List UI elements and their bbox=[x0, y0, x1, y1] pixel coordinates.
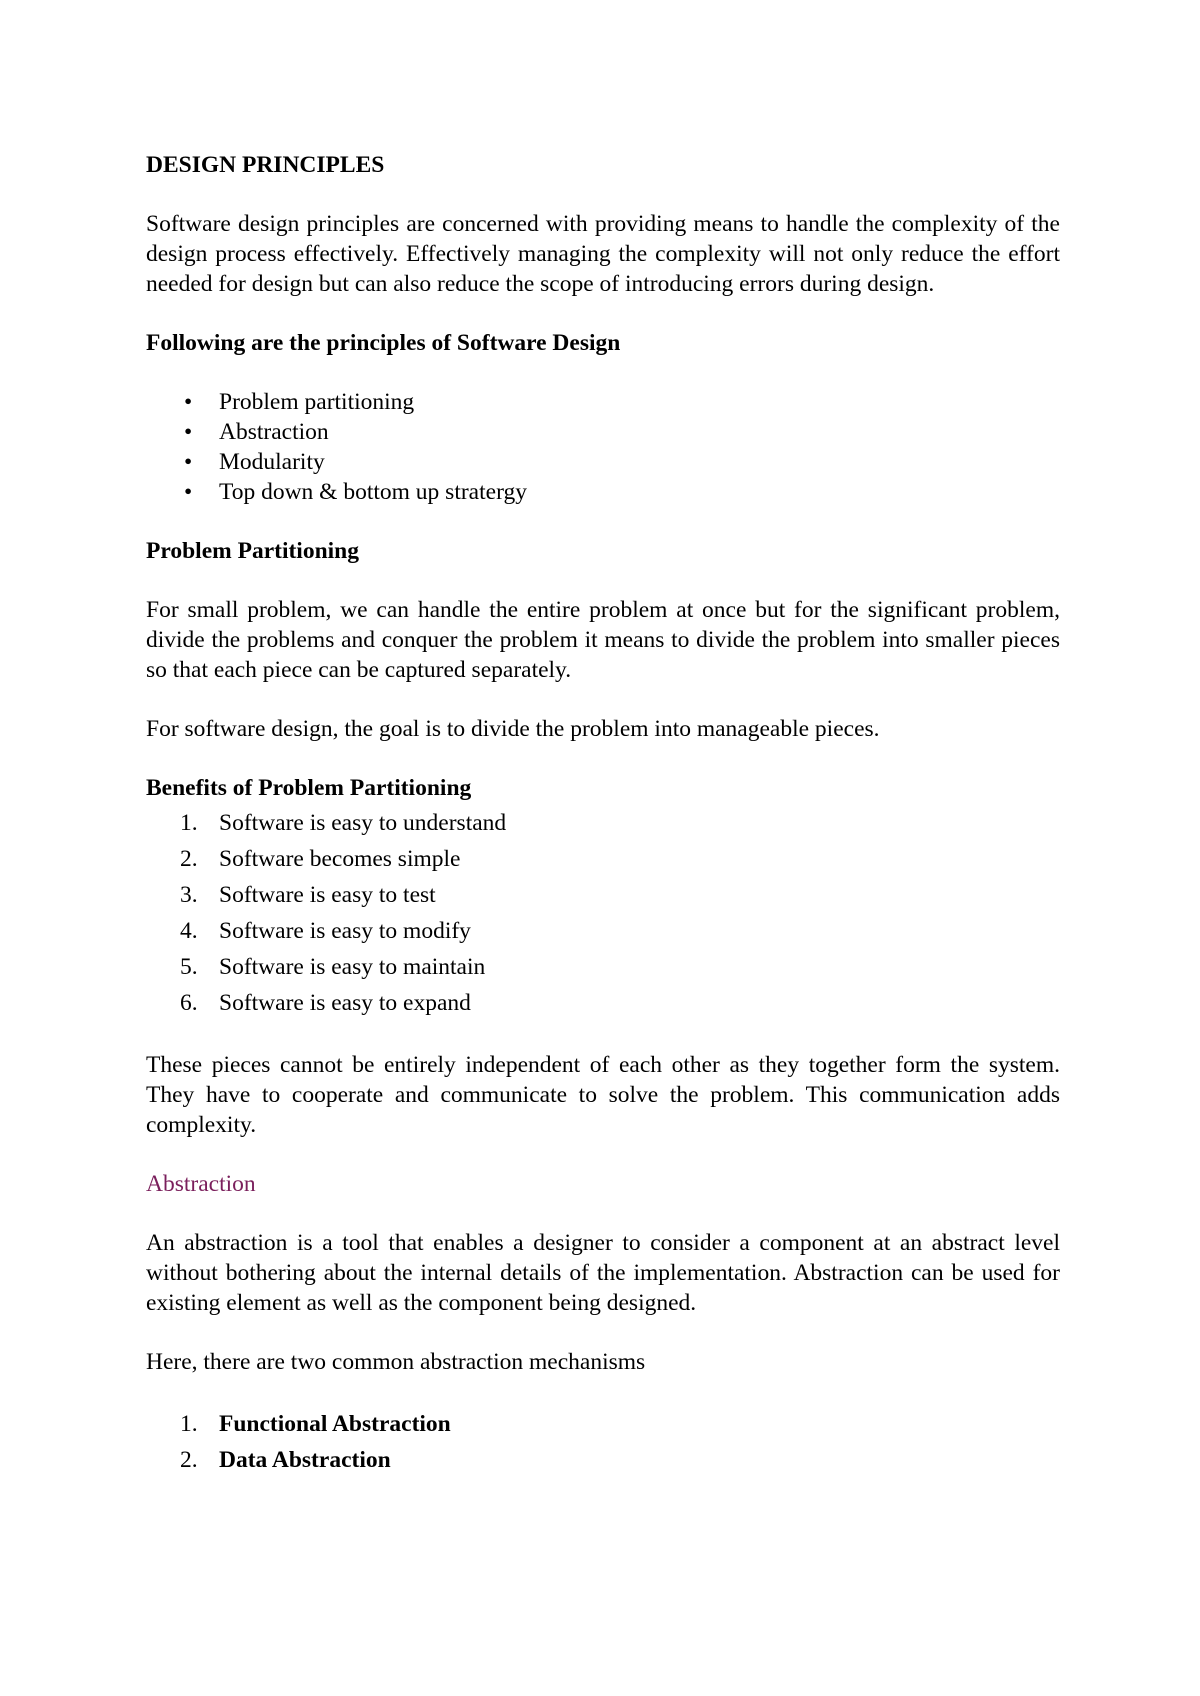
list-item: 6. Software is easy to expand bbox=[180, 990, 471, 1016]
list-item: • Abstraction bbox=[184, 419, 329, 445]
list-item: • Modularity bbox=[184, 449, 325, 475]
list-item: 5. Software is easy to maintain bbox=[180, 954, 486, 980]
bullet-icon: • bbox=[184, 479, 193, 505]
principles-heading: Following are the principles of Software Design bbox=[146, 330, 621, 356]
list-item: 3. Software is easy to test bbox=[180, 882, 436, 908]
partitioning-heading: Problem Partitioning bbox=[146, 538, 360, 564]
partitioning-paragraph-2: For software design, the goal is to divide the problem into manageable pieces. bbox=[146, 716, 880, 742]
bullet-icon: • bbox=[184, 389, 193, 415]
mechanisms-list bbox=[146, 1406, 1060, 1478]
intro-paragraph: Software design principles are concerned with providing means to handle the complexity of the design process effectively. Effectively managing the complexity will not only reduce the effort needed for design but can also reduce the scope of introducing errors during design. bbox=[146, 211, 1060, 297]
list-item: 2. Data Abstraction bbox=[180, 1447, 391, 1473]
partitioning-paragraph-1: For small problem, we can handle the entire problem at once but for the significant problem, divide the problems and conquer the problem it means to divide the problem into smaller pieces so that each piece can be captured separately. bbox=[146, 597, 1060, 683]
list-item: • Problem partitioning bbox=[184, 389, 415, 415]
list-item: • Top down & bottom up stratergy bbox=[184, 479, 527, 505]
page-title: DESIGN PRINCIPLES bbox=[146, 152, 385, 178]
list-item: 1. Functional Abstraction bbox=[180, 1411, 451, 1437]
abstraction-heading: Abstraction bbox=[146, 1171, 256, 1197]
bullet-icon: • bbox=[184, 419, 193, 445]
list-item: 4. Software is easy to modify bbox=[180, 918, 471, 944]
document-page bbox=[146, 150, 1060, 1507]
benefits-heading: Benefits of Problem Partitioning bbox=[146, 775, 472, 801]
bullet-icon: • bbox=[184, 449, 193, 475]
abstraction-paragraph-1: An abstraction is a tool that enables a designer to consider a component at an abstract level without bothering about the internal details of the implementation. Abstraction can be used for existing element as well as the component being designed. bbox=[146, 1230, 1060, 1316]
partitioning-paragraph-3: These pieces cannot be entirely independent of each other as they together form the system. They have to cooperate and communicate to solve the problem. This communication adds complexity. bbox=[146, 1052, 1060, 1138]
list-item: 1. Software is easy to understand bbox=[180, 810, 507, 836]
benefits-list bbox=[146, 805, 1060, 1021]
abstraction-paragraph-2: Here, there are two common abstraction mechanisms bbox=[146, 1349, 646, 1375]
principles-list bbox=[146, 387, 1060, 507]
list-item: 2. Software becomes simple bbox=[180, 846, 461, 872]
